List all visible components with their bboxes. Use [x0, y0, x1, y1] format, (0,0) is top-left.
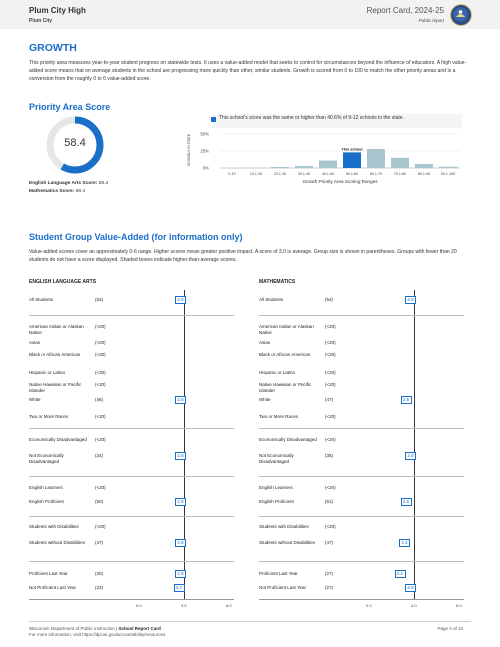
group-label: English Learners — [259, 485, 293, 490]
group-label: Native Hawaiian or Pacific Islander — [29, 382, 82, 393]
group-label: Students with Disabilities — [29, 524, 79, 529]
group-label: White — [29, 397, 41, 402]
group-size: (<20) — [325, 437, 336, 442]
group-size: (<20) — [95, 352, 106, 357]
x-tick-label: 60.1-70 — [369, 172, 383, 176]
group-size: (27) — [325, 571, 334, 576]
ela-score-label: English Language Arts Score: — [29, 181, 98, 186]
group-label: Students without Disabilities — [259, 540, 316, 545]
distribution-bar-chart — [180, 128, 470, 190]
group-label: American Indian or Alaskan Native — [259, 324, 314, 335]
ela-column-title: ENGLISH LANGUAGE ARTS — [29, 279, 97, 285]
footer-separator: | — [114, 626, 119, 631]
group-label: Not Proficient Last Year — [29, 585, 77, 590]
group-label: Economically Disadvantaged — [29, 437, 87, 442]
bar — [271, 167, 289, 168]
group-label: Not Economically Disadvantaged — [29, 453, 64, 464]
y-tick-label: 0% — [202, 165, 209, 171]
group-separator — [259, 428, 464, 429]
group-size: (27) — [325, 585, 334, 590]
math-average-line — [414, 290, 415, 600]
footer-info: For more information, visit https://dpi.wi.gov/accountability/resources — [29, 632, 166, 637]
group-size: (<20) — [95, 485, 106, 490]
axis-tick-label: 6.0 — [226, 603, 232, 608]
x-tick-label: 80.1-90 — [417, 172, 431, 176]
value-added-score: 2.8 — [175, 296, 186, 304]
group-label: Economically Disadvantaged — [259, 437, 317, 442]
y-axis-label: SCHOOLS IN STATE — [187, 133, 191, 167]
x-tick-label: 30.1-40 — [297, 172, 311, 176]
value-added-score: 2.8 — [175, 396, 186, 404]
x-tick-label: 20.1-30 — [273, 172, 287, 176]
footer-doc: School Report Card — [118, 626, 161, 631]
axis-tick-label: 0.0 — [136, 603, 142, 608]
ela-score-row — [29, 181, 108, 186]
group-label: All Students — [29, 297, 54, 302]
bar-annotation: This school — [341, 147, 363, 152]
bar — [343, 152, 361, 168]
group-label: Not Proficient Last Year — [259, 585, 307, 590]
group-size: (53) — [95, 297, 104, 302]
group-size: (<20) — [325, 340, 336, 345]
x-axis-label: Growth Priority Area Scoring Ranges — [302, 179, 378, 184]
group-separator — [29, 428, 234, 429]
x-tick-label: 70.1-80 — [393, 172, 407, 176]
group-separator — [259, 561, 464, 562]
report-title: Report Card, 2024-25 — [366, 6, 444, 15]
group-label: Asian — [259, 340, 271, 345]
ela-score-value: 58.4 — [98, 181, 109, 186]
footer-org: Wisconsin Department of Public Instruction — [29, 626, 115, 631]
group-size: (<20) — [325, 324, 336, 329]
group-label: Asian — [29, 340, 41, 345]
dpi-seal-logo — [450, 4, 472, 26]
group-label: Two or More Races — [29, 414, 69, 419]
growth-title: GROWTH — [29, 42, 77, 54]
student-group-title: Student Group Value-Added (for information only) — [29, 232, 243, 242]
group-size: (<20) — [95, 382, 106, 387]
group-label: English Proficient — [259, 499, 294, 504]
math-score-label: Mathematics Score: — [29, 189, 75, 194]
district-name: Plum City — [29, 18, 53, 24]
group-size: (<20) — [95, 524, 106, 529]
group-size: (23) — [95, 585, 104, 590]
group-size: (<20) — [325, 485, 336, 490]
axis-tick-label: 3.0 — [411, 603, 417, 608]
math-score-row — [29, 189, 85, 194]
legend-text: This school's score was the same or higher than 40.6% of 9-12 schools in the state. — [219, 115, 404, 121]
value-added-score: 2.8 — [405, 584, 416, 592]
group-size: (51) — [325, 499, 334, 504]
group-size: (<20) — [325, 414, 336, 419]
group-size: (<20) — [95, 414, 106, 419]
group-label: Two or More Races — [259, 414, 299, 419]
group-size: (47) — [325, 397, 334, 402]
group-separator — [29, 476, 234, 477]
group-separator — [259, 516, 464, 517]
group-label: All Students — [259, 297, 284, 302]
priority-area-title: Priority Area Score — [29, 102, 111, 112]
group-separator — [29, 516, 234, 517]
group-size: (<20) — [95, 437, 106, 442]
group-label: Native Hawaiian or Pacific Islander — [259, 382, 312, 393]
group-label: Hispanic or Latino — [29, 370, 66, 375]
group-separator — [259, 476, 464, 477]
ela-x-axis — [29, 599, 234, 600]
value-added-score: 2.4 — [399, 539, 410, 547]
bar — [295, 166, 313, 168]
group-label: Hispanic or Latino — [259, 370, 296, 375]
group-label: Not Economically Disadvantaged — [259, 453, 294, 464]
group-size: (50) — [95, 499, 104, 504]
group-size: (47) — [95, 540, 104, 545]
value-added-score: 2.1 — [395, 570, 406, 578]
priority-area-score: 58.4 — [64, 137, 86, 149]
x-tick-label: 90.1-100 — [440, 172, 456, 176]
bar — [367, 149, 385, 168]
footer-divider — [29, 621, 471, 622]
school-name: Plum City High — [29, 6, 86, 15]
value-added-score: 2.5 — [401, 396, 412, 404]
group-separator — [259, 315, 464, 316]
group-label: Students without Disabilities — [29, 540, 86, 545]
group-size: (46) — [95, 397, 104, 402]
report-subtitle: Public report — [418, 18, 444, 23]
legend-swatch — [211, 117, 216, 122]
bar — [415, 164, 433, 168]
x-tick-label: 50.1-60 — [345, 172, 359, 176]
axis-tick-label: 0.0 — [366, 603, 372, 608]
group-label: English Proficient — [29, 499, 64, 504]
math-score-value: 58.4 — [75, 189, 86, 194]
bar — [439, 167, 457, 168]
bar — [319, 161, 337, 168]
group-size: (<20) — [325, 352, 336, 357]
x-tick-label: 40.1-50 — [321, 172, 335, 176]
group-label: American Indian or Alaskan Native — [29, 324, 84, 335]
y-tick-label: 25% — [200, 148, 209, 154]
value-added-score: 2.8 — [405, 452, 416, 460]
group-label: Students with Disabilities — [259, 524, 309, 529]
math-column-title: MATHEMATICS — [259, 279, 296, 285]
group-size: (34) — [95, 453, 104, 458]
group-size: (<20) — [95, 340, 106, 345]
y-tick-label: 50% — [200, 131, 209, 137]
student-group-intro: Value-added scores cover an approximately 0-6 range. Higher scores mean greater positive impact. A score of 3.0 is average. Group size is shown in parentheses. Groups with fewer than 20 students do not have a score displayed. Shaded boxes indicate higher-than-average scores. — [29, 249, 457, 263]
group-separator — [29, 315, 234, 316]
group-size: (<20) — [325, 370, 336, 375]
group-label: Proficient Last Year — [29, 571, 68, 576]
axis-tick-label: 6.0 — [456, 603, 462, 608]
group-label: English Learners — [29, 485, 63, 490]
axis-tick-label: 3.0 — [181, 603, 187, 608]
group-size: (47) — [325, 540, 334, 545]
group-size: (30) — [95, 571, 104, 576]
x-tick-label: 10.1-20 — [249, 172, 263, 176]
group-separator — [29, 561, 234, 562]
group-label: Black or African American — [259, 352, 311, 357]
group-size: (<20) — [95, 370, 106, 375]
math-x-axis — [259, 599, 464, 600]
group-label: White — [259, 397, 271, 402]
value-added-score: 2.5 — [401, 498, 412, 506]
value-added-score: 2.8 — [405, 296, 416, 304]
group-size: (<20) — [325, 524, 336, 529]
value-added-score: 2.8 — [175, 539, 186, 547]
group-size: (<20) — [95, 324, 106, 329]
group-label: Black or African American — [29, 352, 81, 357]
group-label: Proficient Last Year — [259, 571, 298, 576]
group-size: (54) — [325, 297, 334, 302]
footer — [29, 626, 165, 638]
x-tick-label: 0-10 — [228, 172, 236, 176]
value-added-score: 2.8 — [175, 570, 186, 578]
ela-average-line — [184, 290, 185, 600]
group-size: (<20) — [325, 382, 336, 387]
value-added-score: 2.8 — [175, 452, 186, 460]
page-number: Page 4 of 10 — [437, 626, 463, 631]
value-added-score: 2.7 — [174, 584, 185, 592]
growth-intro: This priority area measures year-to-year student progress on statewide tests. It uses a value-added model that seeks to control for circumstances beyond the influence of educators. A high value-added score means that on average students in the school are progressing more quickly than other, similar students. Growth is scored from 0 to 100 to match the other priority areas and is a conversion from the roughly 0 to 6 value-added score. — [29, 60, 467, 82]
value-added-score: 2.8 — [175, 498, 186, 506]
bar — [391, 158, 409, 168]
group-size: (35) — [325, 453, 334, 458]
